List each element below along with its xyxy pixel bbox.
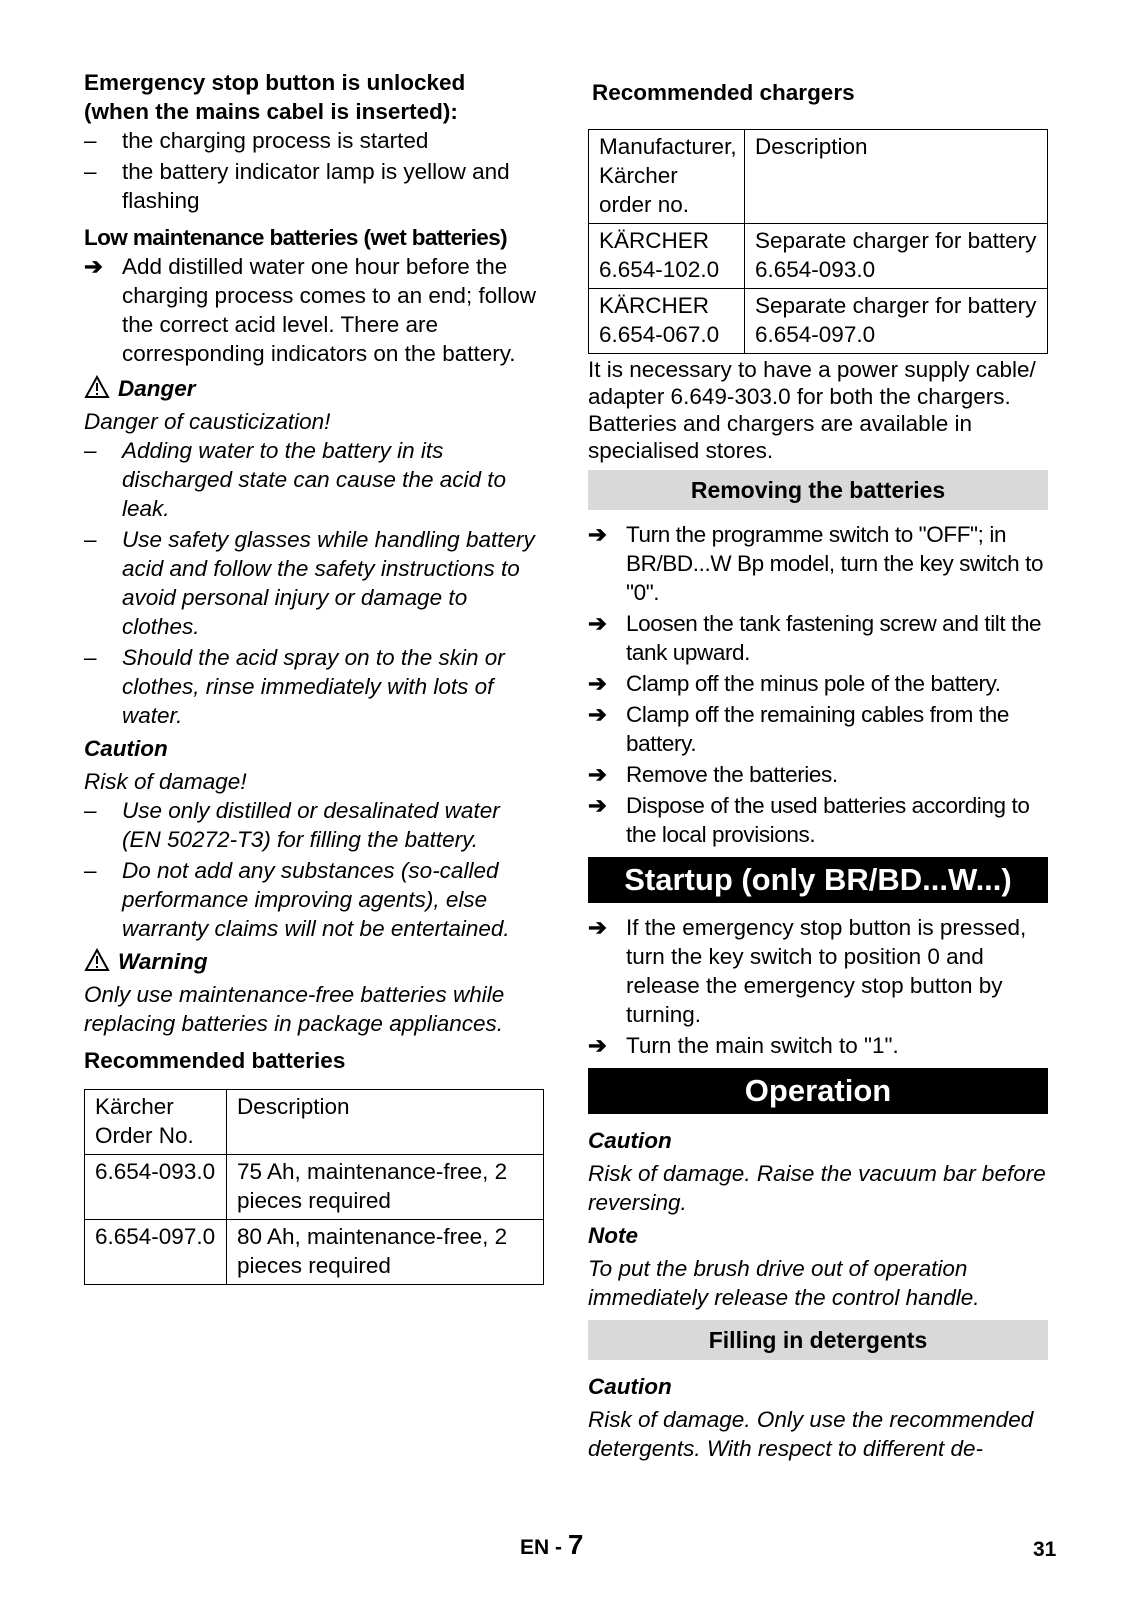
arrow-right-icon: ➔ [588, 611, 607, 636]
page-number: 31 [1033, 1538, 1057, 1561]
startup-steps [588, 913, 1048, 1060]
instruction-step: ➔ Clamp off the minus pole of the battery. [588, 671, 1001, 696]
unlocked-heading: Emergency stop button is unlocked (when the mains cabel is inserted): [84, 70, 466, 124]
instruction-step: ➔ Remove the batteries. [588, 762, 838, 787]
battery-table [84, 1089, 544, 1285]
dash-bullet-icon: – [84, 645, 97, 670]
table-cell: Separate charger for battery 6.654-097.0 [745, 289, 1048, 354]
warning-triangle-icon [84, 948, 110, 972]
arrow-right-icon: ➔ [84, 254, 103, 279]
table-cell: KÄRCHER 6.654-102.0 [589, 224, 745, 289]
section-page-label: EN - 7 [520, 1529, 584, 1560]
list-item: – Should the acid spray on to the skin or clothes, rinse immediately with lots of water. [84, 645, 505, 728]
table-header-cell: Manufacturer, Kärcher order no. [589, 130, 745, 224]
arrow-right-icon: ➔ [588, 702, 607, 727]
table-cell: 75 Ah, maintenance-free, 2 pieces required [227, 1155, 544, 1220]
arrow-right-icon: ➔ [588, 671, 607, 696]
arrow-right-icon: ➔ [588, 793, 607, 818]
table-header-row [85, 1090, 544, 1155]
danger-heading: Danger [84, 374, 544, 403]
warning-heading: Warning [84, 947, 544, 976]
op-caution-text: Risk of damage. Raise the vacuum bar before reversing. [588, 1161, 1046, 1215]
arrow-right-icon: ➔ [588, 522, 607, 547]
right-column [588, 68, 1048, 1463]
table-cell: Separate charger for battery 6.654-093.0 [745, 224, 1048, 289]
instruction-step: ➔ Turn the programme switch to "OFF"; in BR/BD...W Bp model, turn the key switch to "0". [588, 522, 1044, 605]
dash-bullet-icon: – [84, 527, 97, 552]
list-item: – Use only distilled or desalinated water (EN 50272-T3) for filling the battery. [84, 798, 500, 852]
dash-bullet-icon: – [84, 159, 97, 184]
table-header-cell: Description [227, 1090, 544, 1155]
caution-lead: Risk of damage! [84, 769, 247, 794]
supply-note: It is necessary to have a power supply cable/ adapter 6.649-303.0 for both the chargers. [588, 357, 1036, 409]
list-item: – the battery indicator lamp is yellow and flashing [84, 159, 510, 213]
dash-bullet-icon: – [84, 798, 97, 823]
instruction-step: ➔ Dispose of the used batteries according to the local provisions. [588, 793, 1030, 847]
rec-chargers-heading: Recommended chargers [592, 80, 855, 105]
op-note-heading: Note [588, 1223, 638, 1248]
warning-triangle-icon [84, 375, 110, 399]
op-note-text: To put the brush drive out of operation immediately release the control handle. [588, 1256, 980, 1310]
warning-text: Only use maintenance-free batteries while replacing batteries in package appliances. [84, 982, 505, 1036]
instruction-step: ➔ Add distilled water one hour before the charging process comes to an end; follow the correct acid level. There are corresponding indicators on the battery. [84, 254, 536, 366]
lowmaint-heading: Low maintenance batteries (wet batteries) [84, 225, 508, 250]
table-cell: 80 Ah, maintenance-free, 2 pieces required [227, 1220, 544, 1285]
table-header-cell: Description [745, 130, 1048, 224]
dash-bullet-icon: – [84, 858, 97, 883]
list-item: – Use safety glasses while handling battery acid and follow the safety instructions to avoid personal injury or damage to clothes. [84, 527, 535, 639]
table-cell: 6.654-093.0 [85, 1155, 227, 1220]
caution-heading: Caution [84, 736, 168, 761]
arrow-right-icon: ➔ [588, 762, 607, 787]
list-item: – the charging process is started [84, 128, 429, 153]
list-item: – Adding water to the battery in its discharged state can cause the acid to leak. [84, 438, 506, 521]
table-cell: 6.654-097.0 [85, 1220, 227, 1285]
dash-bullet-icon: – [84, 438, 97, 463]
operation-heading: Operation [588, 1068, 1048, 1114]
stores-note: Batteries and chargers are available in specialised stores. [588, 411, 972, 463]
instruction-step: ➔ Clamp off the remaining cables from the battery. [588, 702, 1009, 756]
fill-caution-text: Risk of damage. Only use the recommended detergents. With respect to different de- [588, 1407, 1034, 1461]
removing-steps [588, 520, 1048, 849]
table-header-row [589, 130, 1048, 224]
op-caution-heading: Caution [588, 1128, 672, 1153]
table-row [85, 1220, 544, 1285]
startup-heading: Startup (only BR/BD...W...) [588, 857, 1048, 903]
charger-table [588, 129, 1048, 354]
instruction-step: ➔ Loosen the tank fastening screw and tilt the tank upward. [588, 611, 1042, 665]
filling-heading: Filling in detergents [588, 1320, 1048, 1360]
dash-bullet-icon: – [84, 128, 97, 153]
instruction-step: ➔ If the emergency stop button is pressed, turn the key switch to position 0 and release the emergency stop button by turning. [588, 915, 1027, 1027]
arrow-right-icon: ➔ [588, 915, 607, 940]
table-row [589, 289, 1048, 354]
table-row [589, 224, 1048, 289]
table-cell: KÄRCHER 6.654-067.0 [589, 289, 745, 354]
table-header-cell: Kärcher Order No. [85, 1090, 227, 1155]
instruction-step: ➔ Turn the main switch to "1". [588, 1033, 899, 1058]
rec-batteries-heading: Recommended batteries [84, 1048, 346, 1073]
left-column [84, 68, 544, 1285]
list-item: – Do not add any substances (so-called performance improving agents), else warranty claims will not be entertained. [84, 858, 510, 941]
fill-caution-heading: Caution [588, 1374, 672, 1399]
arrow-right-icon: ➔ [588, 1033, 607, 1058]
removing-heading: Removing the batteries [588, 470, 1048, 510]
table-row [85, 1155, 544, 1220]
danger-lead: Danger of causticization! [84, 409, 331, 434]
